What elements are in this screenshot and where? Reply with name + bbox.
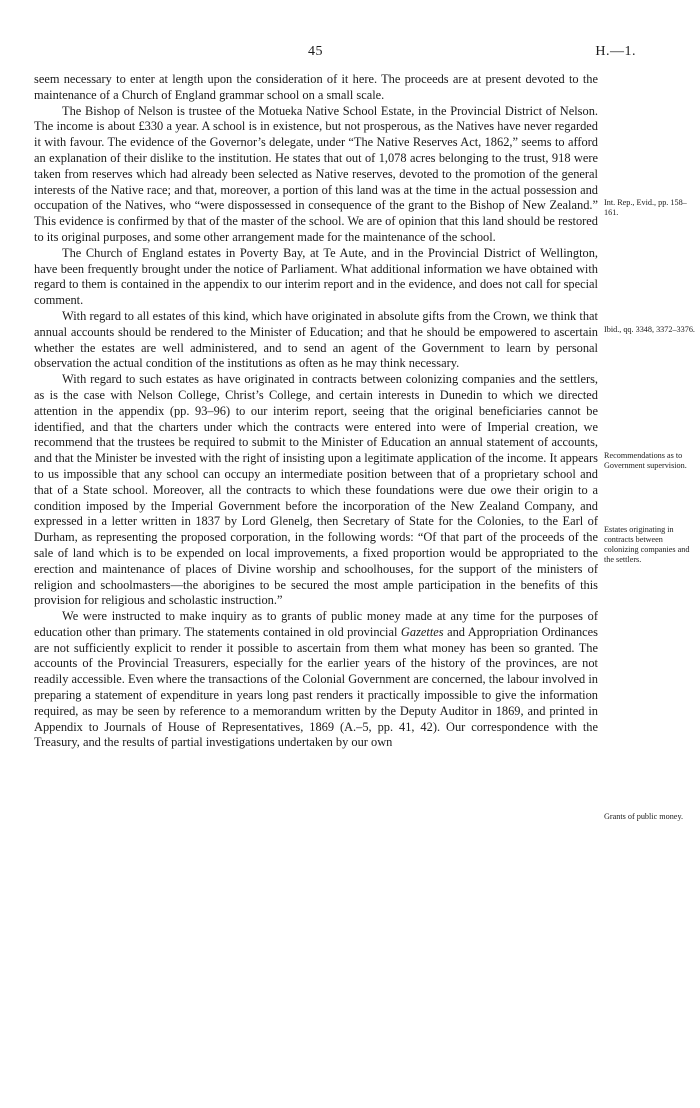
page-header: [0, 44, 700, 66]
margin-note-evidence-ref: Int. Rep., Evid., pp. 158–161.: [604, 198, 687, 217]
page-number: 45: [308, 44, 323, 59]
margin-note-colonizing-estates: Estates originating in contracts between colonizing companies and the settlers.: [604, 525, 690, 564]
margin-note-public-money: Grants of public money.: [604, 812, 684, 821]
paragraph-text: We were instructed to make inquiry as to grants of public money made at any time for the purposes of education other than primary. The statements contained in old provincial: [34, 609, 598, 639]
margin-notes: [604, 0, 696, 1108]
paragraph-text: With regard to all estates of this kind, which have originated in absolute gifts from the Crown, we think that annual accounts should be rendered to the Minister of Education; and that he should be empowered to ascertain whether the estates are well administered, and to send an agent of the Government to learn by personal observation the actual condition of the institutions as often as he may think necessary.: [34, 308, 598, 371]
paragraph-text: With regard to such estates as have originated in contracts between colonizing companies and the settlers, as is the case with Nelson College, Christ’s College, and certain interests in Dunedin to which we directed attention in the appendix (pp. 93–96) to our interim report, seeing that the original beneficiaries cannot be identified, and that the charters under which the contracts were entered into were of Imperial creation, we recommend that the trustees be required to submit to the Minister of Education an annual statement of accounts, and that the Minister be invested with the right of insisting upon a legitimate application of the income. It appears to us impossible that any school can occupy an intermediate position between that of a proprietary school and that of a State school. Moreover, all the contracts to which these foundations were due owe their origin to a condition imposed by the Imperial Government before the incorporation of the New Zealand Company, and expressed in a letter written in 1837 by Lord Glenelg, then Secretary of State for the Colonies, to the Earl of Durham, as representing the proposed corporation, in the following words: “Of that part of the proceeds of the sale of land which is to be expended on local improvements, a fixed proportion would be appropriated to the erection and maintenance of places of Divine worship and schoolhouses, for the support of the ministers of religion and schoolmasters—the aborigines to be secured the most ample participation in the benefits of this provision for religious and scholastic instruction.”: [34, 372, 598, 608]
paragraph-text: The Bishop of Nelson is trustee of the Motueka Native School Estate, in the Provincial District of Nelson. The income is about £330 a year. A school is in existence, but not prosperous, as the Natives have never regarded it with favour. The evidence of the Governor’s delegate, under “The Native Reserves Act, 1862,” seems to afford an explanation of their dislike to the institution. He states that out of 1,078 acres belonging to the trust, 918 were taken from reserves which had already been selected as Native reserves, devoted to the promotion of the general interests of the Native race; and that, moreover, a portion of this land was at the time in the actual possession and occupation of the Natives, who “were dispossessed in consequence of the grant to the Bishop of New Zealand.” This evidence is confirmed by that of the master of the school. We are of opinion that this land should be restored to its original purposes, and some other arrangement made for the maintenance of the school.: [34, 103, 598, 244]
paragraph-text: The Church of England estates in Poverty Bay, at Te Aute, and in the Provincial District of Wellington, have been frequently brought under the notice of Parliament. What additional information we have obtained with regard to them is contained in the appendix to our interim report and in the evidence, and does not call for special comment.: [34, 245, 598, 308]
paragraph-italic-text: Gazettes: [400, 624, 444, 639]
paragraph-grammar-school: [34, 72, 598, 104]
paragraph-church-estates: [34, 246, 598, 309]
margin-note-ibid-ref: Ibid., qq. 3348, 3372–3376.: [604, 325, 695, 334]
paragraph-text: and Appropriation Ordinances are not sufficiently explicit to render it possible to ascertain from them what money has been so granted. The accounts of the Provincial Treasurers, especially for the earlier years of the history of the provinces, are not readily accessible. Even where the transactions of the Colonial Government are concerned, the labour involved in preparing a statement of expenditure in years long past renders it practically impossible to give the information required, as may be seen by reference to a memorandum written by the Deputy Auditor in 1869, and printed in Appendix to Journals of House of Representatives, 1869 (A.–5, pp. 41, 42). Our correspondence with the Treasury, and the results of partial investigations undertaken by our own: [34, 624, 598, 750]
body-text: [34, 72, 598, 751]
margin-note-supervision: Recommendations as to Government supervision.: [604, 451, 687, 470]
document-reference: H.—1.: [595, 44, 636, 59]
paragraph-motueka-estate: [34, 104, 598, 246]
paragraph-crown-gifts: [34, 309, 598, 372]
paragraph-text: seem necessary to enter at length upon the consideration of it here. The proceeds are at present devoted to the maintenance of a Church of England grammar school on a small scale.: [34, 72, 598, 102]
paragraph-colonizing-contracts: [34, 372, 598, 609]
paragraph-public-money-grants: [34, 609, 598, 751]
